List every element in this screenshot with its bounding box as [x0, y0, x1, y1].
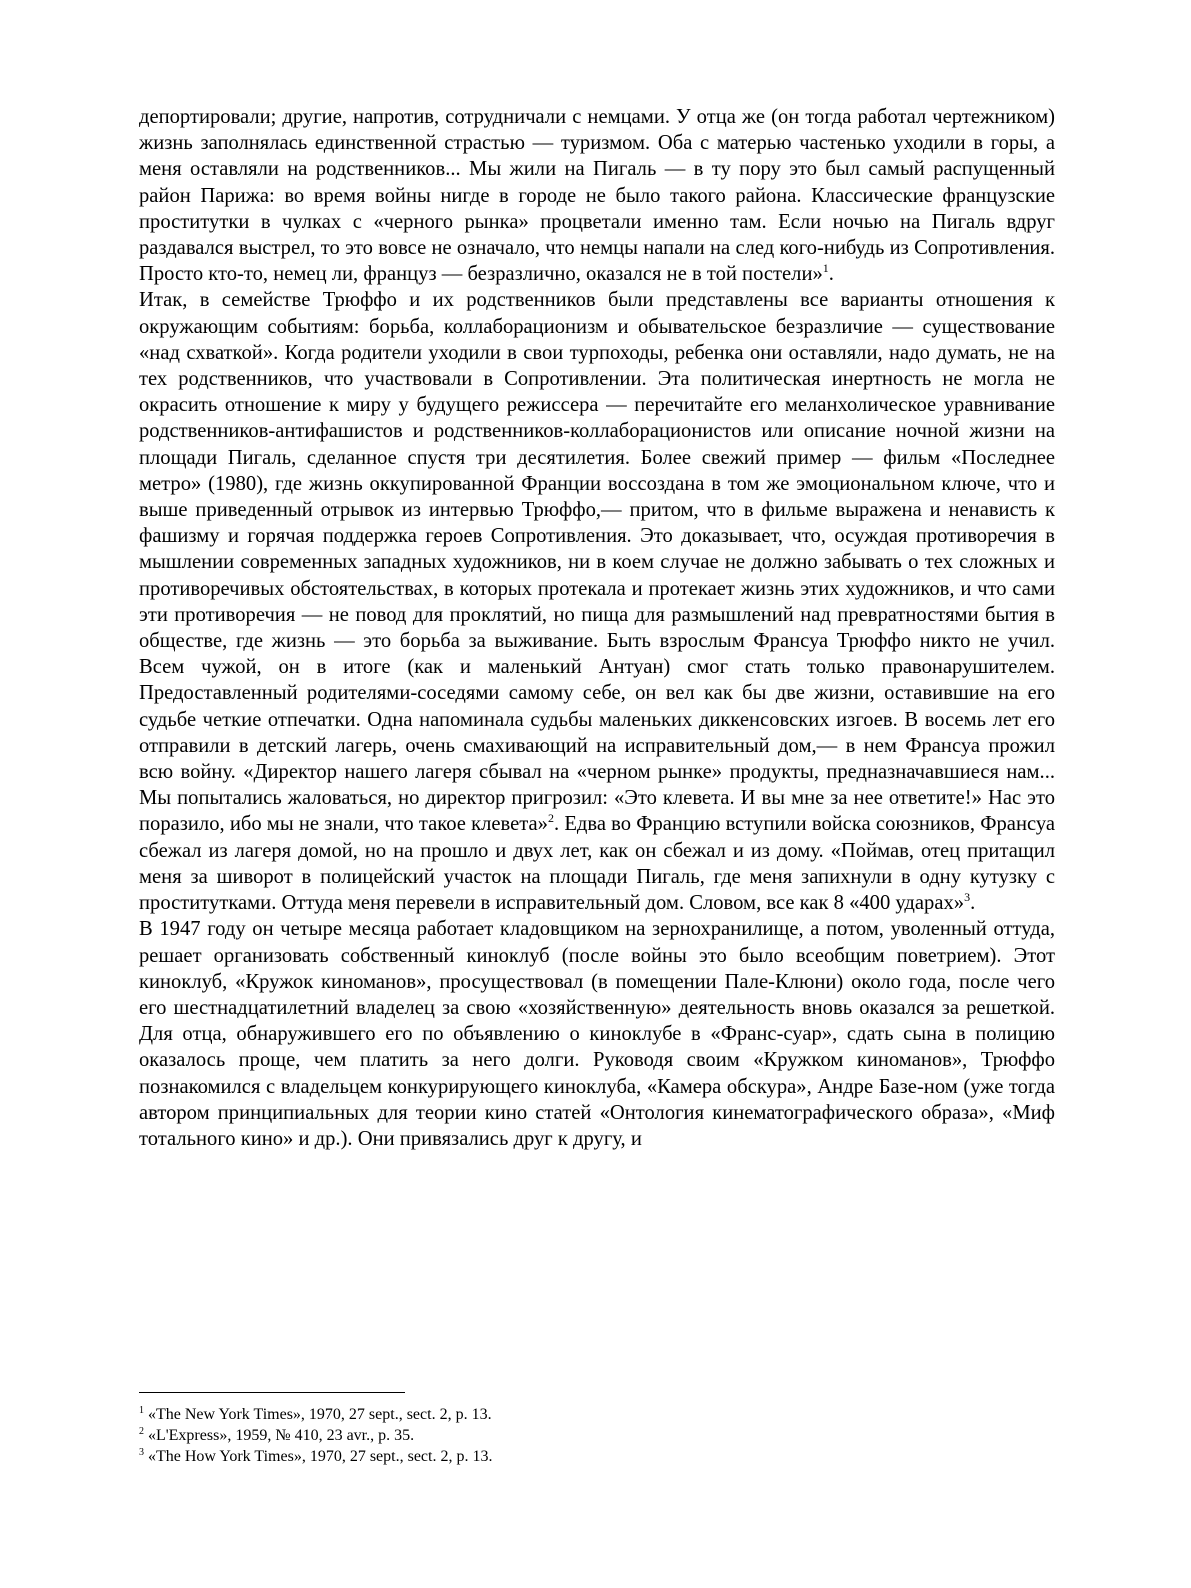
paragraph-text: Итак, в семействе Трюффо и их родственников были представлены все варианты отношения к окружающим событиям: борьба, коллаборационизм и обывательское безразличие — существование «над схваткой». Когда родители уходили в свои турпоходы, ребенка они оставляли, надо думать, не на тех родственников, что участвовали в Сопротивлении. Эта политическая инертность не могла не окрасить отношение к миру у будущего режиссера — перечитайте его меланхолическое уравнивание родственников-антифашистов и родственников-коллаборационистов или описание ночной жизни на площади Пигаль, сделанное спустя три десятилетия. Более свежий пример — фильм «Последнее метро» (1980), где жизнь оккупированной Франции воссоздана в том же эмоциональном ключе, что и выше приведенный отрывок из интервью Трюффо,— притом, что в фильме выражена и ненависть к фашизму и горячая поддержка героев Сопротивления. Это доказывает, что, осуждая противоречия в мышлении современных западных художников, ни в коем случае не должно забывать о тех сложных и противоречивых обстоятельствах, в которых протекала и протекает жизнь этих художников, и что сами эти противоречия — не повод для проклятий, но пища для размышлений над превратностями бытия в обществе, где жизнь — это борьба за выживание. Быть взрослым Франсуа Трюффо никто не учил. Всем чужой, он в итоге (как и маленький Антуан) смог стать только правонарушителем. Предоставленный родителями-соседями самому себе, он вел как бы две жизни, оставившие на его судьбе четкие отпечатки. Одна напоминала судьбы маленьких диккенсовских изгоев. В восемь лет его отправили в детский лагерь, очень смахивающий на исправительный дом,— в нем Франсуа прожил всю войну. «Директор нашего лагеря сбывал на «черном рынке» продукты, предназначавшиеся нам... Мы попытались жаловаться, но директор пригрозил: «Это клевета. И вы мне за нее ответите!» Нас это поразило, ибо мы не знали, что такое клевета»	[139, 289, 1055, 836]
footnote-number: 3	[139, 1446, 144, 1458]
paragraph-text: В 1947 году он четыре месяца работает кладовщиком на зернохранилище, а потом, уволенный оттуда, решает организовать собственный киноклуб (после войны это было всеобщим поветрием). Этот киноклуб, «Кружок киноманов», просуществовал (в помещении Пале-Клюни) около года, после чего его шестнадцатилетний владелец за свою «хозяйственную» деятельность вновь оказался за решеткой. Для отца, обнаружившего его по объявлению о киноклубе в «Франс-суар», сдать сына в полицию оказалось проще, чем платить за него долги. Руководя своим «Кружком киноманов», Трюффо познакомился с владельцем конкурирующего киноклуба, «Камера обскура», Андре Базе-ном (уже тогда автором принципиальных для теории кино статей «Онтология кинематографического образа», «Миф тотального кино» и др.). Они привязались друг к другу, и	[139, 918, 1055, 1150]
footnote-ref[interactable]: 1	[822, 261, 829, 276]
footnotes	[139, 1404, 1055, 1467]
paragraph-text: .	[970, 892, 976, 915]
footnote	[139, 1446, 1055, 1467]
footnote-ref[interactable]: 2	[547, 811, 554, 826]
footnote-number: 1	[139, 1404, 144, 1416]
paragraph-text: . Едва во Францию вступили войска союзников, Франсуа сбежал из лагеря домой, но на прошло и двух лет, как он сбежал и из дому. «Поймав, отец притащил меня за шиворот в полицейский участок на площади Пигаль, где меня запихнули в одну кутузку с проститутками. Оттуда меня перевели в исправительный дом. Словом, все как 8 «400 ударах»	[139, 813, 1056, 915]
paragraph	[139, 104, 1055, 287]
body-text	[139, 104, 1055, 1152]
footnote	[139, 1425, 1055, 1446]
paragraph-text: .	[828, 263, 834, 286]
footnote-ref[interactable]: 3	[964, 890, 971, 905]
paragraph-text: депортировали; другие, напротив, сотрудничали с немцами. У отца же (он тогда работал чертежником) жизнь заполнялась единственной страстью — туризмом. Оба с матерью частенько уходили в горы, а меня оставляли на родственников... Мы жили на Пигаль — в ту пору это был самый распущенный район Парижа: во время войны нигде в городе не было такого района. Классические французские проститутки в чулках с «черного рынка» процветали именно там. Если ночью на Пигаль вдруг раздавался выстрел, то это вовсе не означало, что немцы напали на след кого-нибудь из Сопротивления. Просто кто-то, немец ли, француз — безразлично, оказался не в той постели»	[139, 106, 1055, 286]
footnote-separator	[139, 1392, 405, 1393]
footnote-number: 2	[139, 1425, 144, 1437]
footnote-text: «The How York Times», 1970, 27 sept., sect. 2, p. 13.	[148, 1448, 493, 1465]
footnote-text: «The New York Times», 1970, 27 sept., sect. 2, p. 13.	[148, 1406, 492, 1423]
paragraph	[139, 287, 1055, 916]
paragraph	[139, 916, 1055, 1152]
footnote	[139, 1404, 1055, 1425]
footnote-text: «L'Express», 1959, № 410, 23 avr., p. 35.	[148, 1427, 415, 1444]
